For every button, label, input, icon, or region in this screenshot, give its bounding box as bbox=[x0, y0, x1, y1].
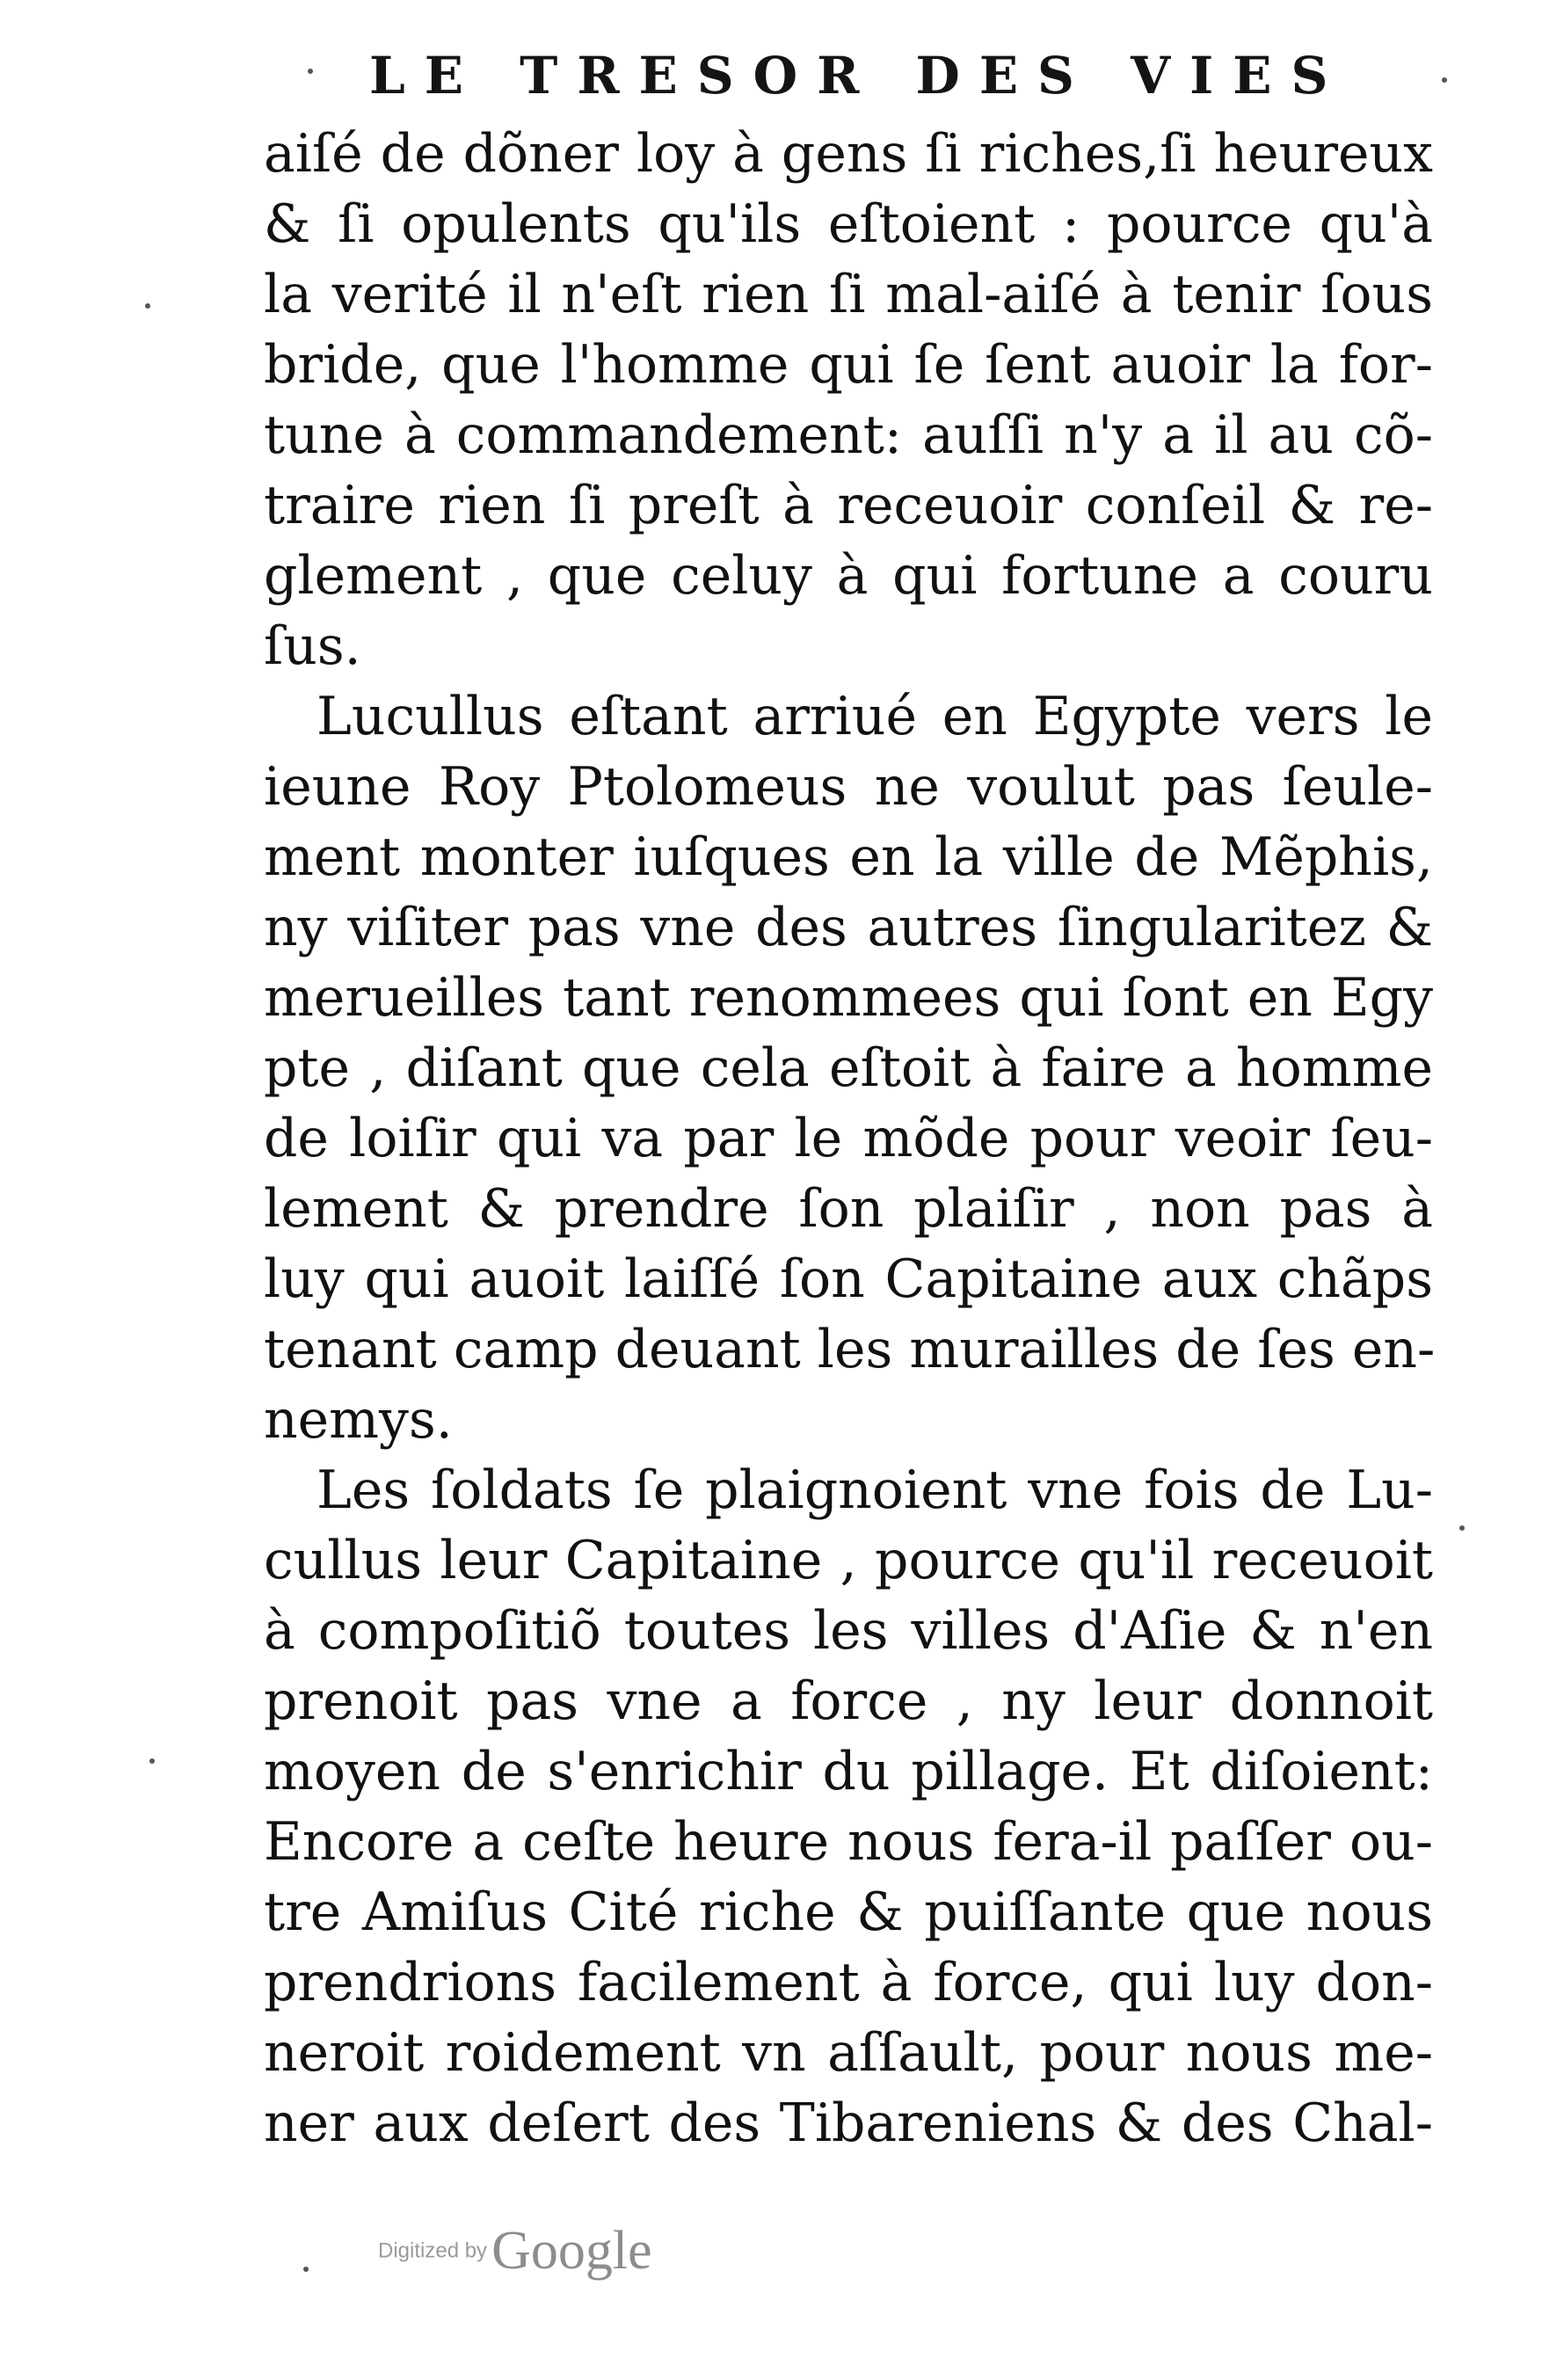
scan-speck bbox=[308, 69, 313, 74]
text-line: lement & prendre ſon plaiſir , non pas à bbox=[264, 1178, 1433, 1240]
text-line: Encore a ceſte heure nous fera-il paſſer ou- bbox=[264, 1811, 1433, 1873]
scan-speck bbox=[303, 2267, 309, 2272]
text-line: prendrions facilement à force, qui luy don- bbox=[264, 1952, 1433, 2013]
text-line: ner aux deſert des Tibareniens & des Chal- bbox=[264, 2093, 1433, 2154]
text-line: neroit roidement vn aſſault, pour nous me- bbox=[264, 2022, 1433, 2084]
text-line: de loiſir qui va par le mõde pour veoir ſeu- bbox=[264, 1108, 1433, 1169]
scan-speck bbox=[1459, 1525, 1465, 1531]
text-line: aiſé de dõner loy à gens ſi riches,ſi heureux bbox=[264, 123, 1433, 185]
text-line: pte , diſant que cela eſtoit à faire a homme bbox=[264, 1037, 1433, 1099]
text-line: prenoit pas vne a force , ny leur donnoit bbox=[264, 1670, 1433, 1732]
scan-speck bbox=[145, 303, 150, 309]
text-line: ſus. bbox=[264, 615, 361, 677]
text-line: glement , que celuy à qui fortune a couru bbox=[264, 545, 1433, 607]
text-line: tenant camp deuant les murailles de ſes en- bbox=[264, 1319, 1436, 1380]
text-line: luy qui auoit laiſſé ſon Capitaine aux chãps bbox=[264, 1248, 1433, 1310]
text-line: Lucullus eſtant arriué en Egypte vers le bbox=[316, 686, 1433, 747]
text-line: ment monter iuſques en la ville de Mẽphis, bbox=[264, 826, 1433, 888]
google-logo: Google bbox=[491, 2221, 652, 2281]
text-line: à compoſitiõ toutes les villes d'Aſie & n'en bbox=[264, 1600, 1433, 1662]
digitized-watermark bbox=[378, 2220, 652, 2282]
text-line: & ſi opulents qu'ils eſtoient : pource qu'à bbox=[264, 193, 1433, 255]
text-line: Les ſoldats ſe plaignoient vne fois de Lu- bbox=[316, 1459, 1433, 1521]
body-text bbox=[264, 119, 1436, 2158]
text-line: traire rien ſi preſt à receuoir conſeil & re- bbox=[264, 475, 1433, 536]
text-line: merueilles tant renommees qui ſont en Egy bbox=[264, 967, 1433, 1029]
text-line: cullus leur Capitaine , pource qu'il receuoit bbox=[264, 1530, 1433, 1591]
text-line: ny viſiter pas vne des autres ſingularitez & bbox=[264, 897, 1433, 958]
text-line: tre Amiſus Cité riche & puiſſante que nous bbox=[264, 1881, 1433, 1943]
running-title: LE TRESOR DES VIES bbox=[369, 46, 1348, 106]
text-line: bride, que l'homme qui ſe ſent auoir la for- bbox=[264, 334, 1433, 396]
text-line: ieune Roy Ptolomeus ne voulut pas ſeule- bbox=[264, 756, 1433, 818]
text-line: moyen de s'enrichir du pillage. Et diſoient: bbox=[264, 1741, 1433, 1802]
digitized-label: Digitized by bbox=[378, 2238, 488, 2263]
scan-speck bbox=[1442, 77, 1447, 83]
text-line: la verité il n'eſt rien ſi mal-aiſé à tenir ſous bbox=[264, 264, 1433, 325]
text-line: tune à commandement: auſſi n'y a il au cõ- bbox=[264, 404, 1433, 466]
text-line: nemys. bbox=[264, 1389, 453, 1451]
scan-speck bbox=[149, 1758, 155, 1764]
